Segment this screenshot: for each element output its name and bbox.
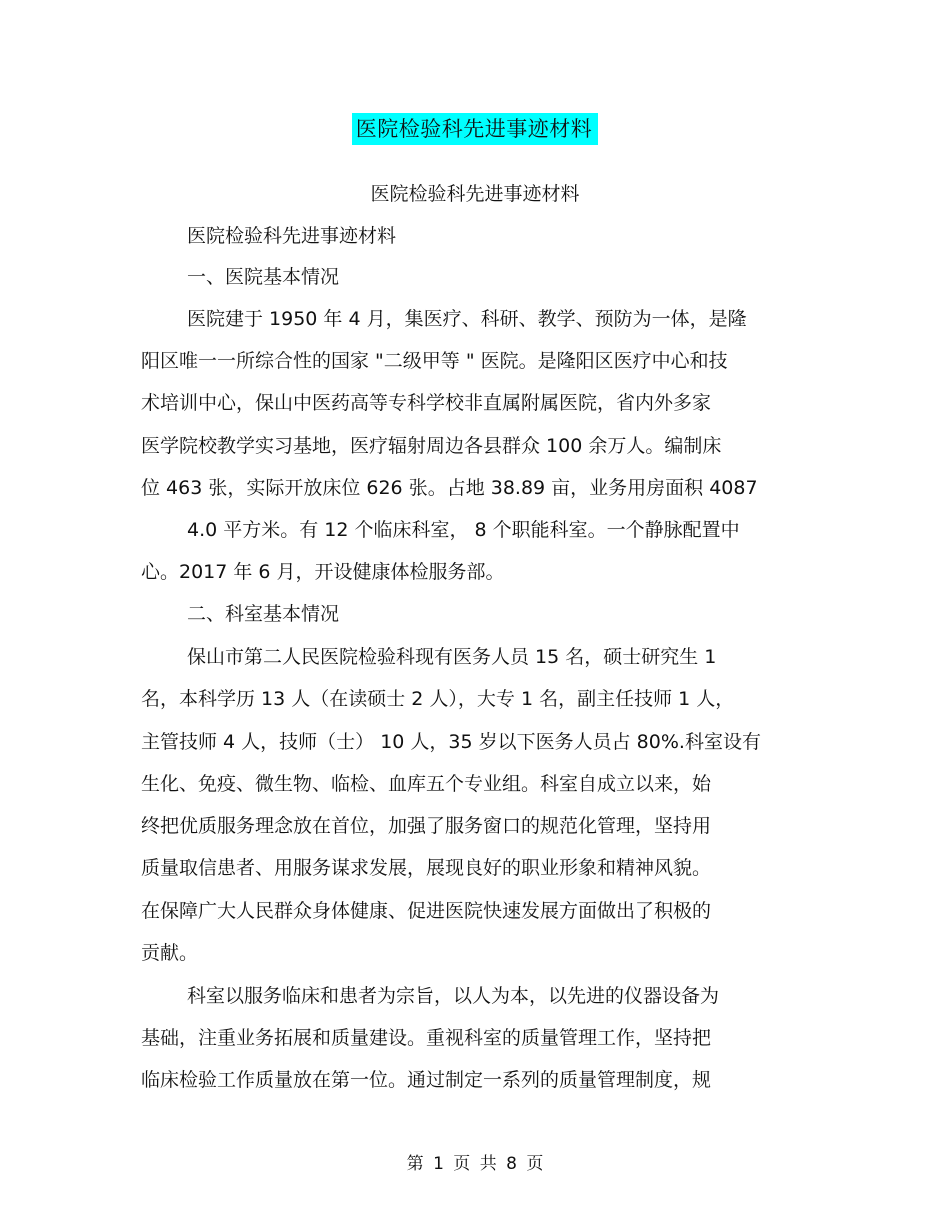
body-line: 保山市第二人民医院检验科现有医务人员 15 名，硕士研究生 1 bbox=[187, 646, 717, 668]
body-line: 贡献。 bbox=[141, 942, 199, 964]
title-container bbox=[0, 113, 950, 145]
body-line: 基础，注重业务拓展和质量建设。重视科室的质量管理工作，坚持把 bbox=[141, 1027, 712, 1049]
body-line: 终把优质服务理念放在首位，加强了服务窗口的规范化管理，坚持用 bbox=[141, 815, 712, 837]
body-line: 科室以服务临床和患者为宗旨，以人为本，以先进的仪器设备为 bbox=[187, 985, 720, 1007]
body-line: 阳区唯一一所综合性的国家 "二级甲等 " 医院。是隆阳区医疗中心和技 bbox=[141, 350, 728, 372]
body-line: 医院建于 1950 年 4 月，集医疗、科研、教学、预防为一体，是隆 bbox=[187, 308, 747, 330]
body-line: 医学院校教学实习基地，医疗辐射周边各县群众 100 余万人。编制床 bbox=[141, 435, 722, 457]
body-line: 术培训中心，保山中医药高等专科学校非直属附属医院，省内外多家 bbox=[141, 392, 712, 414]
body-line: 主管技师 4 人，技师（士） 10 人，35 岁以下医务人员占 80%.科室设有 bbox=[141, 731, 761, 753]
page-footer: 第 1 页 共 8 页 bbox=[406, 1154, 544, 1174]
body-line: 生化、免疫、微生物、临检、血库五个专业组。科室自成立以来，始 bbox=[141, 773, 712, 795]
document-subtitle: 医院检验科先进事迹材料 bbox=[370, 183, 580, 205]
body-line: 位 463 张，实际开放床位 626 张。占地 38.89 亩，业务用房面积 4087 bbox=[141, 477, 758, 499]
section-heading: 二、科室基本情况 bbox=[187, 603, 340, 625]
body-line: 质量取信患者、用服务谋求发展，展现良好的职业形象和精神风貌。 bbox=[141, 857, 712, 879]
body-line: 临床检验工作质量放在第一位。通过制定一系列的质量管理制度，规 bbox=[141, 1069, 712, 1091]
body-line: 4.0 平方米。有 12 个临床科室， 8 个职能科室。一个静脉配置中 bbox=[187, 519, 740, 541]
body-line: 名，本科学历 13 人（在读硕士 2 人），大专 1 名，副主任技师 1 人， bbox=[141, 688, 735, 710]
document-title: 医院检验科先进事迹材料 bbox=[352, 113, 599, 145]
section-heading: 一、医院基本情况 bbox=[187, 266, 340, 288]
body-line: 在保障广大人民群众身体健康、促进医院快速发展方面做出了积极的 bbox=[141, 900, 712, 922]
body-line: 心。2017 年 6 月，开设健康体检服务部。 bbox=[141, 561, 505, 583]
body-line: 医院检验科先进事迹材料 bbox=[187, 225, 397, 247]
